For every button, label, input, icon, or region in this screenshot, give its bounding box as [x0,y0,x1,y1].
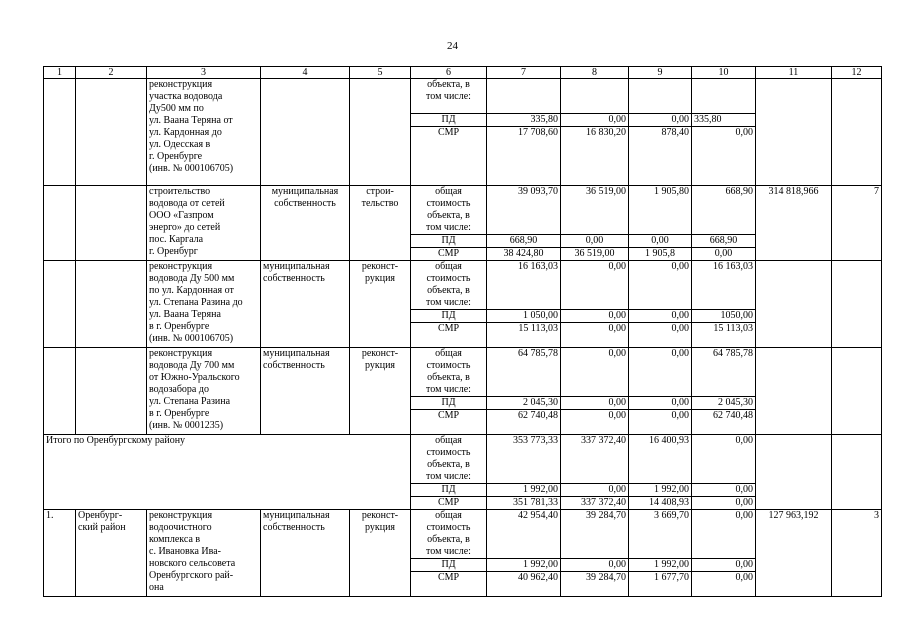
cell-empty [350,79,411,186]
cost-type: объекта, в том числе: [411,79,487,114]
capacity-value: 314 818,966 [756,186,832,261]
object-name: реконструкция водовода Ду 500 мм по ул. Кардонная от ул. Степана Разина до ул. Ваана Теряна в г. Оренбурге (инв. № 000106705) [147,261,261,348]
value-cell: 16 400,93 [629,435,692,484]
cost-type: СМР [411,410,487,435]
cost-type: общая стоимость объекта, в том числе: [411,261,487,310]
value-cell: 0,00 [629,310,692,323]
value-cell: 337 372,40 [561,435,629,484]
value-cell: 1 992,00 [487,559,561,572]
value-cell [692,79,756,114]
cost-type: СМР [411,127,487,186]
table-row [44,186,882,235]
table-row [44,261,882,310]
table-row [44,79,882,114]
value-cell: 0,00 [629,114,692,127]
value-cell: 351 781,33 [487,497,561,510]
value-cell: 1 050,00 [487,310,561,323]
column-number-row [44,67,882,79]
count-value: 3 [832,510,882,597]
value-cell [487,79,561,114]
value-cell [561,79,629,114]
object-name: реконструкция участка водовода Ду500 мм по ул. Ваана Теряна от ул. Кардонная до ул. Одесская в г. Оренбурге (инв. № 000106705) [147,79,261,186]
value-cell: 42 954,40 [487,510,561,559]
value-cell: 39 093,70 [487,186,561,235]
value-cell: 0,00 [561,559,629,572]
value-cell: 64 785,78 [487,348,561,397]
work-type: реконст- рукция [350,510,411,597]
value-cell: 0,00 [561,484,629,497]
object-name: реконструкция водоочистного комплекса в с. Ивановка Ива- новского сельсовета Оренбургского рай- она [147,510,261,597]
column-number: 5 [350,67,411,79]
column-number: 12 [832,67,882,79]
cost-type: общая стоимость объекта, в том числе: [411,510,487,559]
cost-type: ПД [411,114,487,127]
page-number: 24 [447,40,458,52]
column-number: 1 [44,67,76,79]
cost-type: СМР [411,572,487,597]
object-name: строительство водовода от сетей ООО «Газпром энерго» до сетей пос. Каргала г. Оренбург [147,186,261,261]
table-row [44,510,882,559]
work-type: строи- тельство [350,186,411,261]
cell-empty [832,79,882,186]
value-cell: 38 424,80 [487,248,561,261]
value-cell: 0,00 [561,310,629,323]
value-cell: 40 962,40 [487,572,561,597]
value-cell: 15 113,03 [692,323,756,348]
value-cell: 668,90 [692,186,756,235]
value-cell: 0,00 [692,127,756,186]
value-cell: 16 163,03 [487,261,561,310]
column-number: 4 [261,67,350,79]
cell-empty [756,79,832,186]
column-number: 7 [487,67,561,79]
cell-empty [44,348,76,435]
value-cell: 1 677,70 [629,572,692,597]
cost-type: общая стоимость объекта, в том числе: [411,348,487,397]
value-cell: 0,00 [561,261,629,310]
value-cell: 337 372,40 [561,497,629,510]
value-cell: 0,00 [561,114,629,127]
cell-empty [832,261,882,348]
cell-empty [756,261,832,348]
cell-empty [76,186,147,261]
value-cell: 0,00 [692,484,756,497]
cell-empty [76,348,147,435]
cost-type: СМР [411,248,487,261]
table-row [44,348,882,397]
column-number: 3 [147,67,261,79]
value-cell: 0,00 [561,397,629,410]
value-cell: 17 708,60 [487,127,561,186]
value-cell: 335,80 [692,114,756,127]
cost-type: СМР [411,323,487,348]
ownership: муниципальная собственность [261,261,350,348]
value-cell: 0,00 [692,497,756,510]
value-cell: 0,00 [692,435,756,484]
value-cell: 1 992,00 [629,484,692,497]
work-type: реконст- рукция [350,348,411,435]
cell-empty [76,79,147,186]
value-cell: 1 992,00 [629,559,692,572]
cost-type: общая стоимость объекта, в том числе: [411,435,487,484]
row-index: 1. [44,510,76,597]
value-cell: 0,00 [692,572,756,597]
value-cell: 0,00 [692,248,756,261]
value-cell: 14 408,93 [629,497,692,510]
cost-type: СМР [411,497,487,510]
value-cell: 36 519,00 [561,248,629,261]
column-number: 10 [692,67,756,79]
capacity-value: 127 963,192 [756,510,832,597]
value-cell: 0,00 [561,348,629,397]
value-cell: 0,00 [561,410,629,435]
ownership: муниципальная собственность [261,186,350,261]
value-cell: 16 163,03 [692,261,756,310]
value-cell: 0,00 [629,235,692,248]
district-name: Оренбург- ский район [76,510,147,597]
cell-empty [756,435,832,510]
subtotal-label: Итого по Оренбургскому району [44,435,411,510]
table-row [44,435,882,484]
cell-empty [832,435,882,510]
column-number: 8 [561,67,629,79]
column-number: 2 [76,67,147,79]
cost-type: ПД [411,235,487,248]
investment-table [43,66,882,597]
value-cell: 0,00 [692,559,756,572]
value-cell: 0,00 [629,323,692,348]
cost-type: ПД [411,397,487,410]
value-cell: 2 045,30 [487,397,561,410]
cell-empty [261,79,350,186]
value-cell: 0,00 [561,235,629,248]
cell-empty [44,79,76,186]
value-cell: 335,80 [487,114,561,127]
value-cell: 1 905,8 [629,248,692,261]
value-cell: 0,00 [629,410,692,435]
cost-type: ПД [411,484,487,497]
value-cell: 3 669,70 [629,510,692,559]
value-cell: 16 830,20 [561,127,629,186]
value-cell: 1 905,80 [629,186,692,235]
value-cell: 0,00 [629,348,692,397]
value-cell: 668,90 [692,235,756,248]
value-cell: 0,00 [629,397,692,410]
value-cell: 2 045,30 [692,397,756,410]
value-cell: 668,90 [487,235,561,248]
cell-empty [76,261,147,348]
count-value: 7 [832,186,882,261]
value-cell: 39 284,70 [561,572,629,597]
work-type: реконст- рукция [350,261,411,348]
cell-empty [832,348,882,435]
cost-type: общая стоимость объекта, в том числе: [411,186,487,235]
cell-empty [756,348,832,435]
value-cell: 0,00 [692,510,756,559]
value-cell: 62 740,48 [692,410,756,435]
object-name: реконструкция водовода Ду 700 мм от Южно-Уральского водозабора до ул. Степана Разина в г. Оренбурге (инв. № 0001235) [147,348,261,435]
value-cell: 1050,00 [692,310,756,323]
value-cell [629,79,692,114]
value-cell: 0,00 [561,323,629,348]
value-cell: 64 785,78 [692,348,756,397]
value-cell: 15 113,03 [487,323,561,348]
value-cell: 1 992,00 [487,484,561,497]
value-cell: 36 519,00 [561,186,629,235]
value-cell: 39 284,70 [561,510,629,559]
column-number: 9 [629,67,692,79]
column-number: 6 [411,67,487,79]
cost-type: ПД [411,559,487,572]
value-cell: 62 740,48 [487,410,561,435]
cost-type: ПД [411,310,487,323]
value-cell: 878,40 [629,127,692,186]
column-number: 11 [756,67,832,79]
ownership: муниципальная собственность [261,348,350,435]
cell-empty [44,261,76,348]
value-cell: 0,00 [629,261,692,310]
value-cell: 353 773,33 [487,435,561,484]
cell-empty [44,186,76,261]
ownership: муниципальная собственность [261,510,350,597]
